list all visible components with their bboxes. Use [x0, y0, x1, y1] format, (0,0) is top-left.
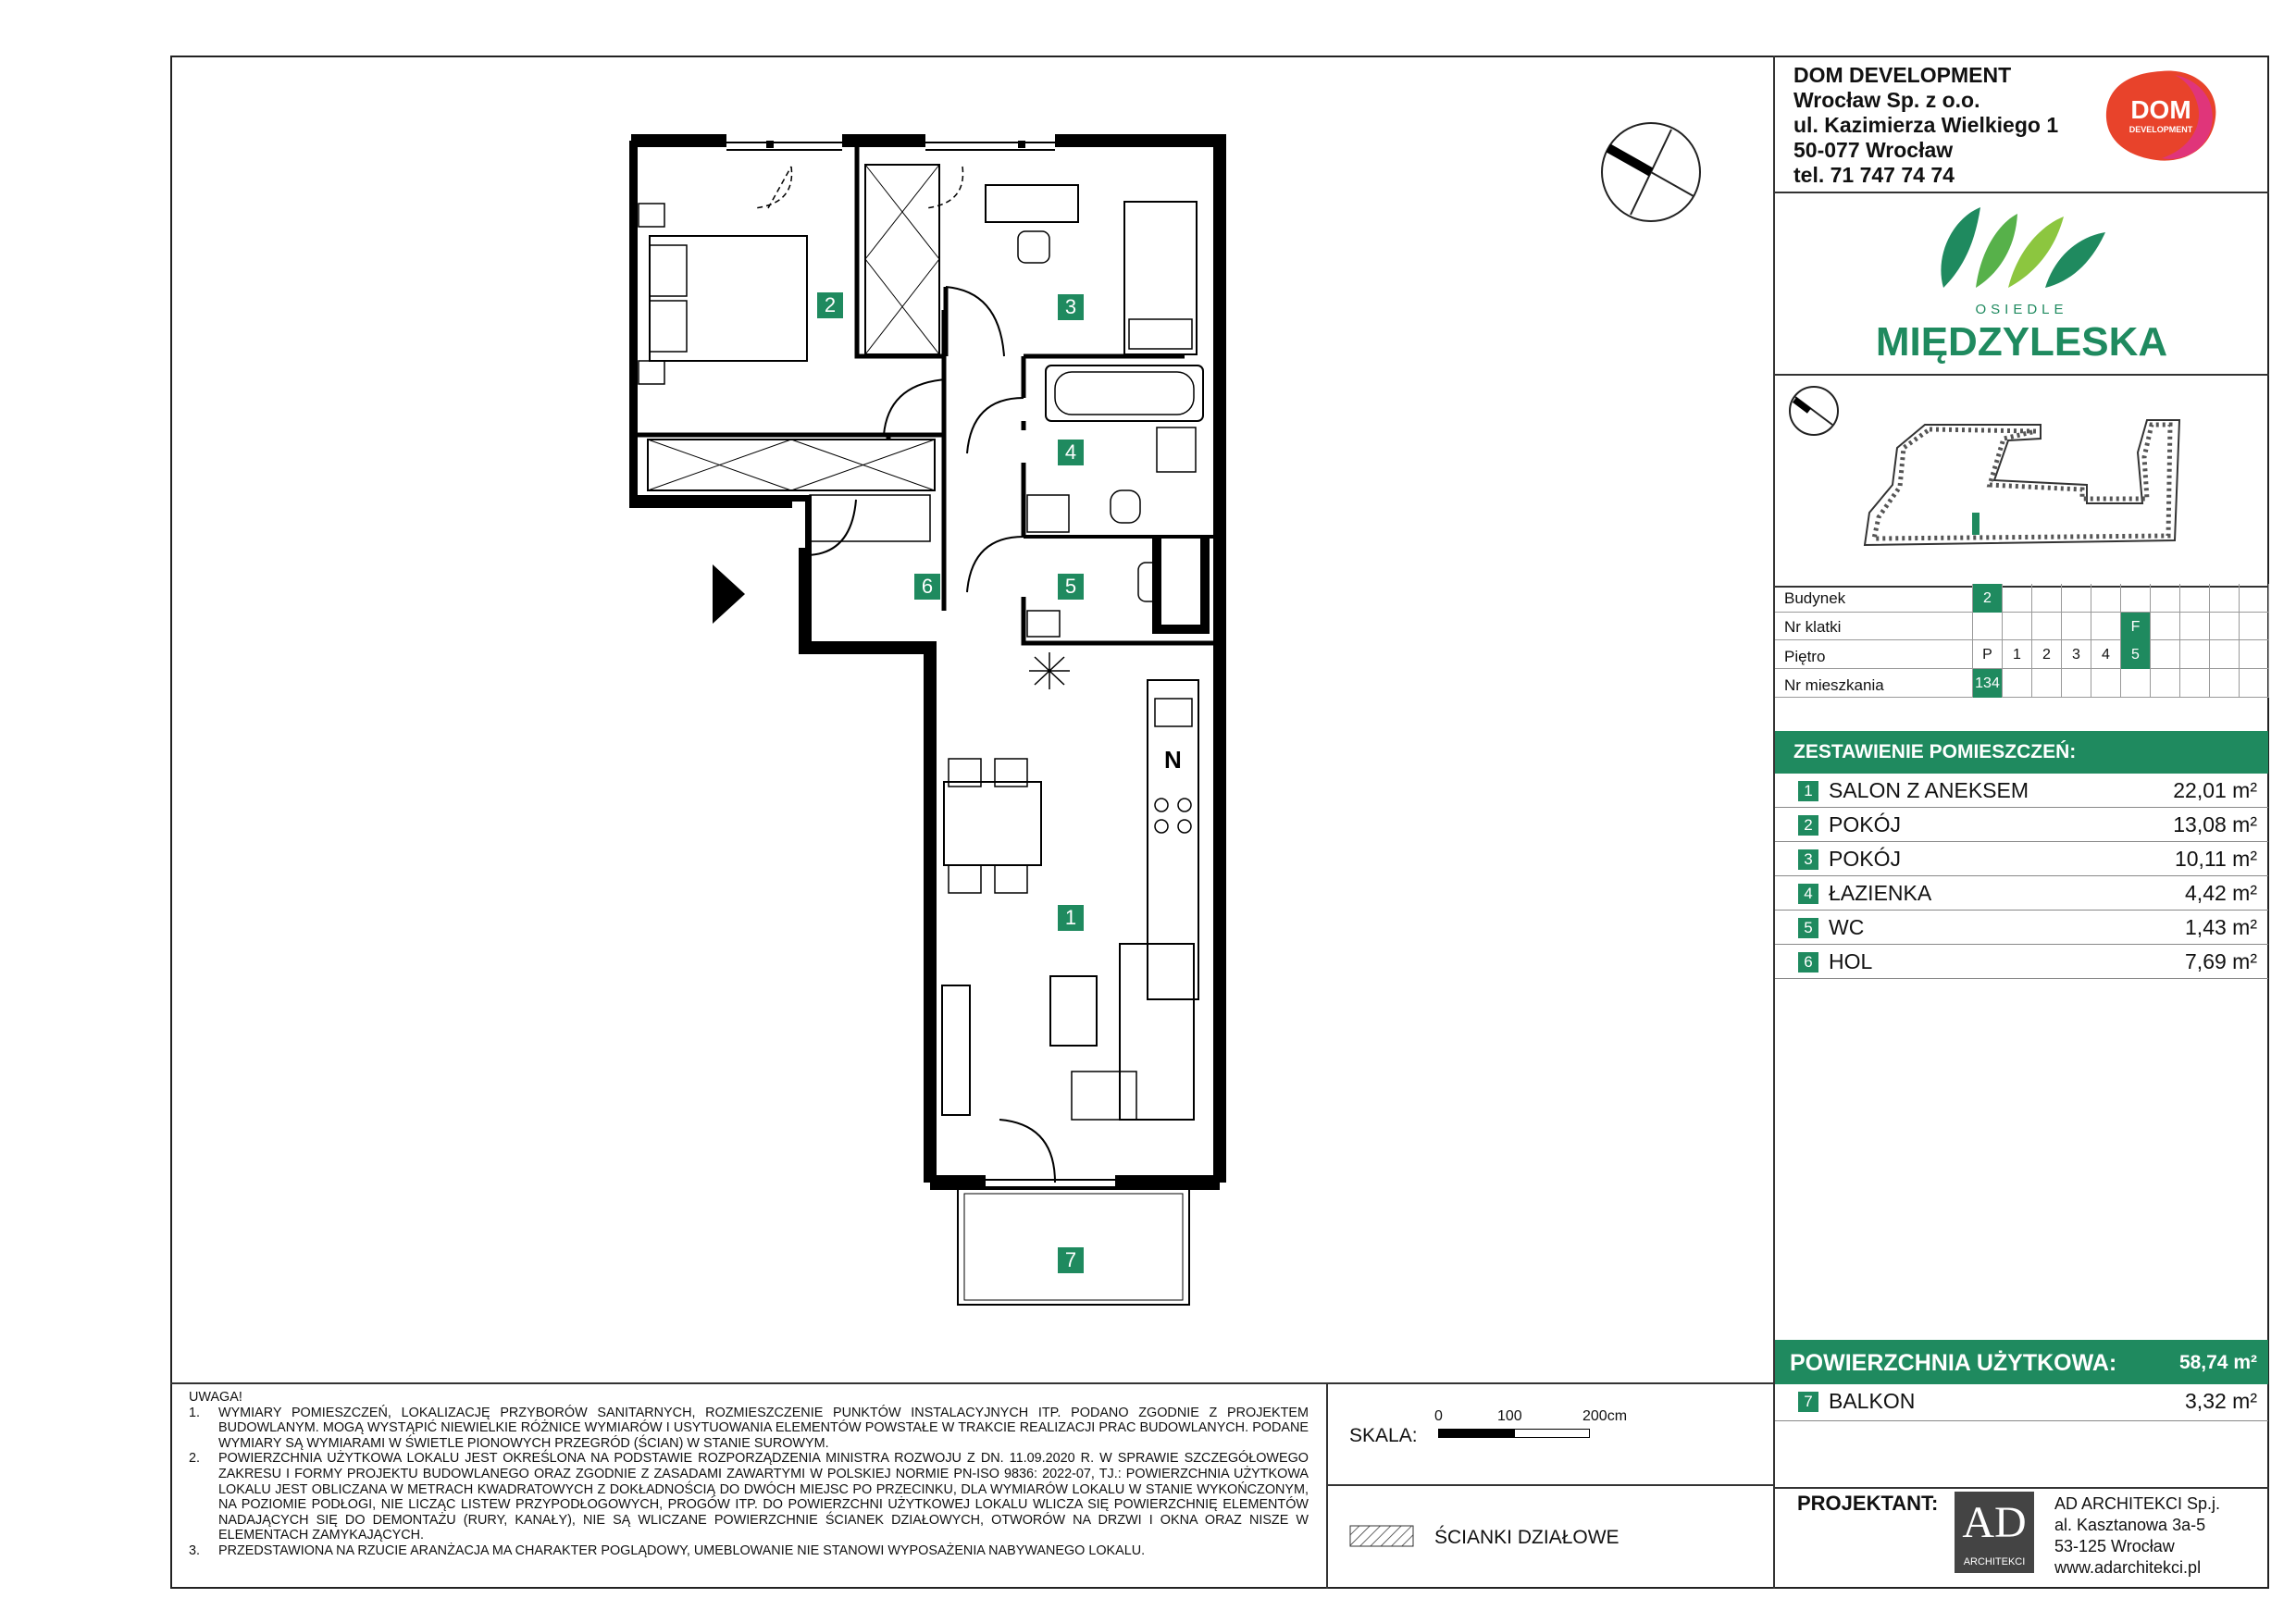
ad-architekci-logo	[1955, 1492, 2034, 1573]
location-cell	[2150, 640, 2179, 669]
location-cell	[2031, 613, 2061, 641]
room-area: 4,42 m²	[2185, 881, 2257, 905]
location-cell: F	[2120, 613, 2150, 641]
location-cell	[2209, 613, 2239, 641]
legend-label: ŚCIANKI DZIAŁOWE	[1434, 1527, 1620, 1548]
location-cell	[2239, 669, 2268, 698]
total-label: POWIERZCHNIA UŻYTKOWA:	[1790, 1350, 2117, 1376]
room-name: HOL	[1829, 949, 1873, 973]
scale-bar-white	[1514, 1429, 1590, 1438]
room-row	[1775, 808, 2268, 842]
note-item	[189, 1451, 1309, 1543]
scale-tick: 0	[1434, 1408, 1443, 1424]
dom-development-logo	[2101, 68, 2221, 166]
location-cell	[2179, 640, 2209, 669]
developer-address	[1793, 63, 2058, 188]
designer-address	[2054, 1493, 2220, 1579]
location-cell: 2	[2031, 640, 2061, 669]
scale-tick: 100	[1497, 1408, 1522, 1424]
row-label: Nr klatki	[1784, 618, 1842, 636]
note-text: WYMIARY POMIESZCZEŃ, LOKALIZACJĘ PRZYBORÓW SANITARNYCH, ROZMIESZCZENIE PUNKTÓW INSTALACYJNYCH ITP. PODANO ZGODNIE Z PROJEKTEM BUDOWLANYM. MOGĄ WYSTĄPIĆ NIEWIELKIE RÓŻNICE WYMIARÓW I USYTUOWANIA ELEMENTÓW POWSTAŁE W TRAKCIE REALIZACJI PRAC BUDOWLANYCH. PODANE WYMIARY SĄ WYMIARAMI W ŚWIETLE PIONOWYCH PRZEGRÓD (ŚCIAN) W STANIE SUROWYM.	[218, 1405, 1309, 1451]
location-cell	[2179, 584, 2209, 613]
osiedle-miedzyleska-logo	[1925, 200, 2119, 292]
scale-tick: 200cm	[1582, 1408, 1628, 1424]
location-cell	[2268, 640, 2296, 669]
scale-label: SKALA:	[1349, 1425, 1418, 1446]
logo-text: AD	[1962, 1498, 2027, 1547]
estate-small-label: OSIEDLE	[1975, 302, 2068, 317]
room-tag: 5	[1058, 574, 1084, 600]
location-cell	[2268, 669, 2296, 698]
note-number: 1.	[189, 1405, 201, 1420]
room-name: SALON Z ANEKSEM	[1829, 778, 2029, 802]
scale-bar-black	[1438, 1429, 1514, 1438]
location-cell	[2091, 669, 2120, 698]
room-row	[1775, 774, 2268, 808]
logo-subtext: DEVELOPMENT	[2128, 125, 2193, 134]
location-cell	[2268, 584, 2296, 613]
room-area: 3,32 m²	[2185, 1389, 2257, 1413]
key-plan	[1781, 383, 2263, 568]
usable-area-total	[1775, 1340, 2268, 1384]
room-tag: 2	[817, 292, 843, 318]
room-tag: 3	[1058, 294, 1084, 320]
room-name: ŁAZIENKA	[1829, 881, 1932, 905]
location-cell	[2091, 613, 2120, 641]
room-area: 10,11 m²	[2174, 847, 2257, 871]
location-cell	[2120, 584, 2150, 613]
room-tag: 4	[1058, 440, 1084, 465]
location-cell	[2150, 613, 2179, 641]
room-name: WC	[1829, 915, 1865, 939]
room-tag: 7	[1058, 1247, 1084, 1273]
row-label: Piętro	[1784, 648, 1826, 665]
logo-subtext: ARCHITEKCI	[1963, 1556, 2026, 1567]
room-number: 1	[1798, 781, 1818, 801]
divider	[1773, 192, 2269, 193]
room-name: BALKON	[1829, 1389, 1916, 1413]
divider	[170, 1382, 1775, 1384]
room-area: 13,08 m²	[2173, 812, 2257, 836]
floor-plan	[629, 130, 1240, 1314]
note-text: PRZEDSTAWIONA NA RZUCIE ARANŻACJA MA CHARAKTER POGLĄDOWY, UMEBLOWANIE NIE STANOWI WYPOSAŻENIA NABYWANEGO LOKALU.	[218, 1542, 1146, 1558]
location-cell	[2209, 584, 2239, 613]
room-name: POKÓJ	[1829, 847, 1901, 871]
note-item	[189, 1543, 1309, 1559]
note-number: 2.	[189, 1451, 201, 1467]
location-cell	[2209, 669, 2239, 698]
room-number: 7	[1798, 1392, 1818, 1412]
room-area: 22,01 m²	[2173, 778, 2257, 802]
room-summary-heading: ZESTAWIENIE POMIESZCZEŃ:	[1775, 731, 2268, 774]
room-row	[1775, 876, 2268, 911]
developer-line: 50-077 Wrocław	[1793, 138, 1954, 162]
room-number: 4	[1798, 884, 1818, 904]
divider	[1773, 1487, 2269, 1489]
location-cell	[2239, 640, 2268, 669]
divider	[1773, 374, 2269, 376]
logo-text: DOM	[2130, 95, 2191, 124]
balcony-row	[1775, 1384, 2268, 1421]
location-cell	[2209, 640, 2239, 669]
row-label: Nr mieszkania	[1784, 676, 1884, 694]
room-row	[1775, 842, 2268, 876]
room-row	[1775, 911, 2268, 945]
scale-bar	[1434, 1408, 1628, 1445]
location-cell: 4	[2091, 640, 2120, 669]
location-cell: 1	[2002, 640, 2031, 669]
svg-text:N: N	[1164, 746, 1182, 774]
room-name: POKÓJ	[1829, 812, 1901, 836]
room-number: 6	[1798, 952, 1818, 973]
notes-title: UWAGA!	[189, 1390, 242, 1405]
location-cell	[2031, 669, 2061, 698]
location-cell	[2239, 613, 2268, 641]
location-cell	[2002, 584, 2031, 613]
room-number: 2	[1798, 815, 1818, 836]
estate-name: MIĘDZYLESKA	[1875, 319, 2168, 365]
location-cell	[2239, 584, 2268, 613]
location-cell	[2179, 669, 2209, 698]
location-cell	[2150, 669, 2179, 698]
developer-line: ul. Kazimierza Wielkiego 1	[1793, 113, 2059, 137]
developer-name: DOM DEVELOPMENT	[1793, 63, 2012, 87]
location-cell	[2002, 613, 2031, 641]
room-number: 3	[1798, 849, 1818, 870]
room-row	[1775, 945, 2268, 979]
developer-line: Wrocław Sp. z o.o.	[1793, 88, 1980, 112]
designer-line: al. Kasztanowa 3a-5	[2054, 1516, 2206, 1534]
location-cell	[2268, 613, 2296, 641]
row-label: Budynek	[1784, 589, 1846, 607]
location-cell	[1972, 613, 2002, 641]
location-cell	[2150, 584, 2179, 613]
compass-icon	[1599, 120, 1703, 224]
location-cell	[2061, 584, 2091, 613]
total-value: 58,74 m²	[2178, 1352, 2257, 1373]
location-cell: 5	[2120, 640, 2150, 669]
location-cell	[2061, 613, 2091, 641]
location-cell: 134	[1972, 669, 2002, 698]
hatch-swatch	[1349, 1525, 1414, 1547]
location-cell	[2179, 613, 2209, 641]
location-cell	[2002, 669, 2031, 698]
designer-label: PROJEKTANT:	[1797, 1492, 1939, 1515]
location-cell: 3	[2061, 640, 2091, 669]
notes	[189, 1390, 1309, 1559]
location-cell	[2031, 584, 2061, 613]
divider	[1326, 1484, 1774, 1486]
designer-line: www.adarchitekci.pl	[2054, 1558, 2202, 1577]
room-number: 5	[1798, 918, 1818, 938]
room-area: 7,69 m²	[2185, 949, 2257, 973]
location-cell	[2091, 584, 2120, 613]
note-number: 3.	[189, 1542, 201, 1558]
location-cell: P	[1972, 640, 2002, 669]
room-area: 1,43 m²	[2185, 915, 2257, 939]
note-text: POWIERZCHNIA UŻYTKOWA LOKALU JEST OKREŚLONA NA PODSTAWIE ROZPORZĄDZENIA MINISTRA ROZWOJU Z DN. 11.09.2020 R. W SPRAWIE SZCZEGÓŁOWEGO ZAKRESU I FORMY PROJEKTU BUDOWLANEGO ORAZ ZGODNIE Z ZASADAMI ZAWARTYMI W POLSKIEJ NORMIE PN-ISO 9836: 2022-07, TJ.: POWIERZCHNIA UŻYTKOWA LOKALU JEST OBLICZANA W METRACH KWADRATOWYCH Z DOKŁADNOŚCIĄ DO DWÓCH MIEJSC PO PRZECINKU, DLA WYMIARÓW LOKALU W STANIE WYKOŃCZONYM, NA POZIOMIE PODŁOGI, NIE LICZĄC LISTEW PRZYPODŁOGOWYCH, PROGÓW ITP. DO POWIERZCHNI UŻYTKOWEJ LOKALU WLICZA SIĘ POWIERZCHNIĘ ELEMENTÓW NADAJĄCYCH SIĘ DO DEMONTAŻU (RURY, KANAŁY), NIE SĄ WLICZANE POWIERZCHNIE ŚCIANEK DZIAŁOWYCH, OTWORÓW NA DRZWI I OKNA ORAZ NISZE W ELEMENTACH ZAMYKAJĄCYCH.	[218, 1451, 1309, 1543]
note-item	[189, 1406, 1309, 1452]
room-tag: 6	[914, 574, 940, 600]
designer-line: 53-125 Wrocław	[2054, 1537, 2175, 1555]
room-tag: 1	[1058, 905, 1084, 931]
developer-phone: tel. 71 747 74 74	[1793, 163, 1955, 187]
location-cell	[2061, 669, 2091, 698]
designer-line: AD ARCHITEKCI Sp.j.	[2054, 1494, 2221, 1513]
location-cell: 2	[1972, 584, 2002, 613]
location-cell	[2120, 669, 2150, 698]
